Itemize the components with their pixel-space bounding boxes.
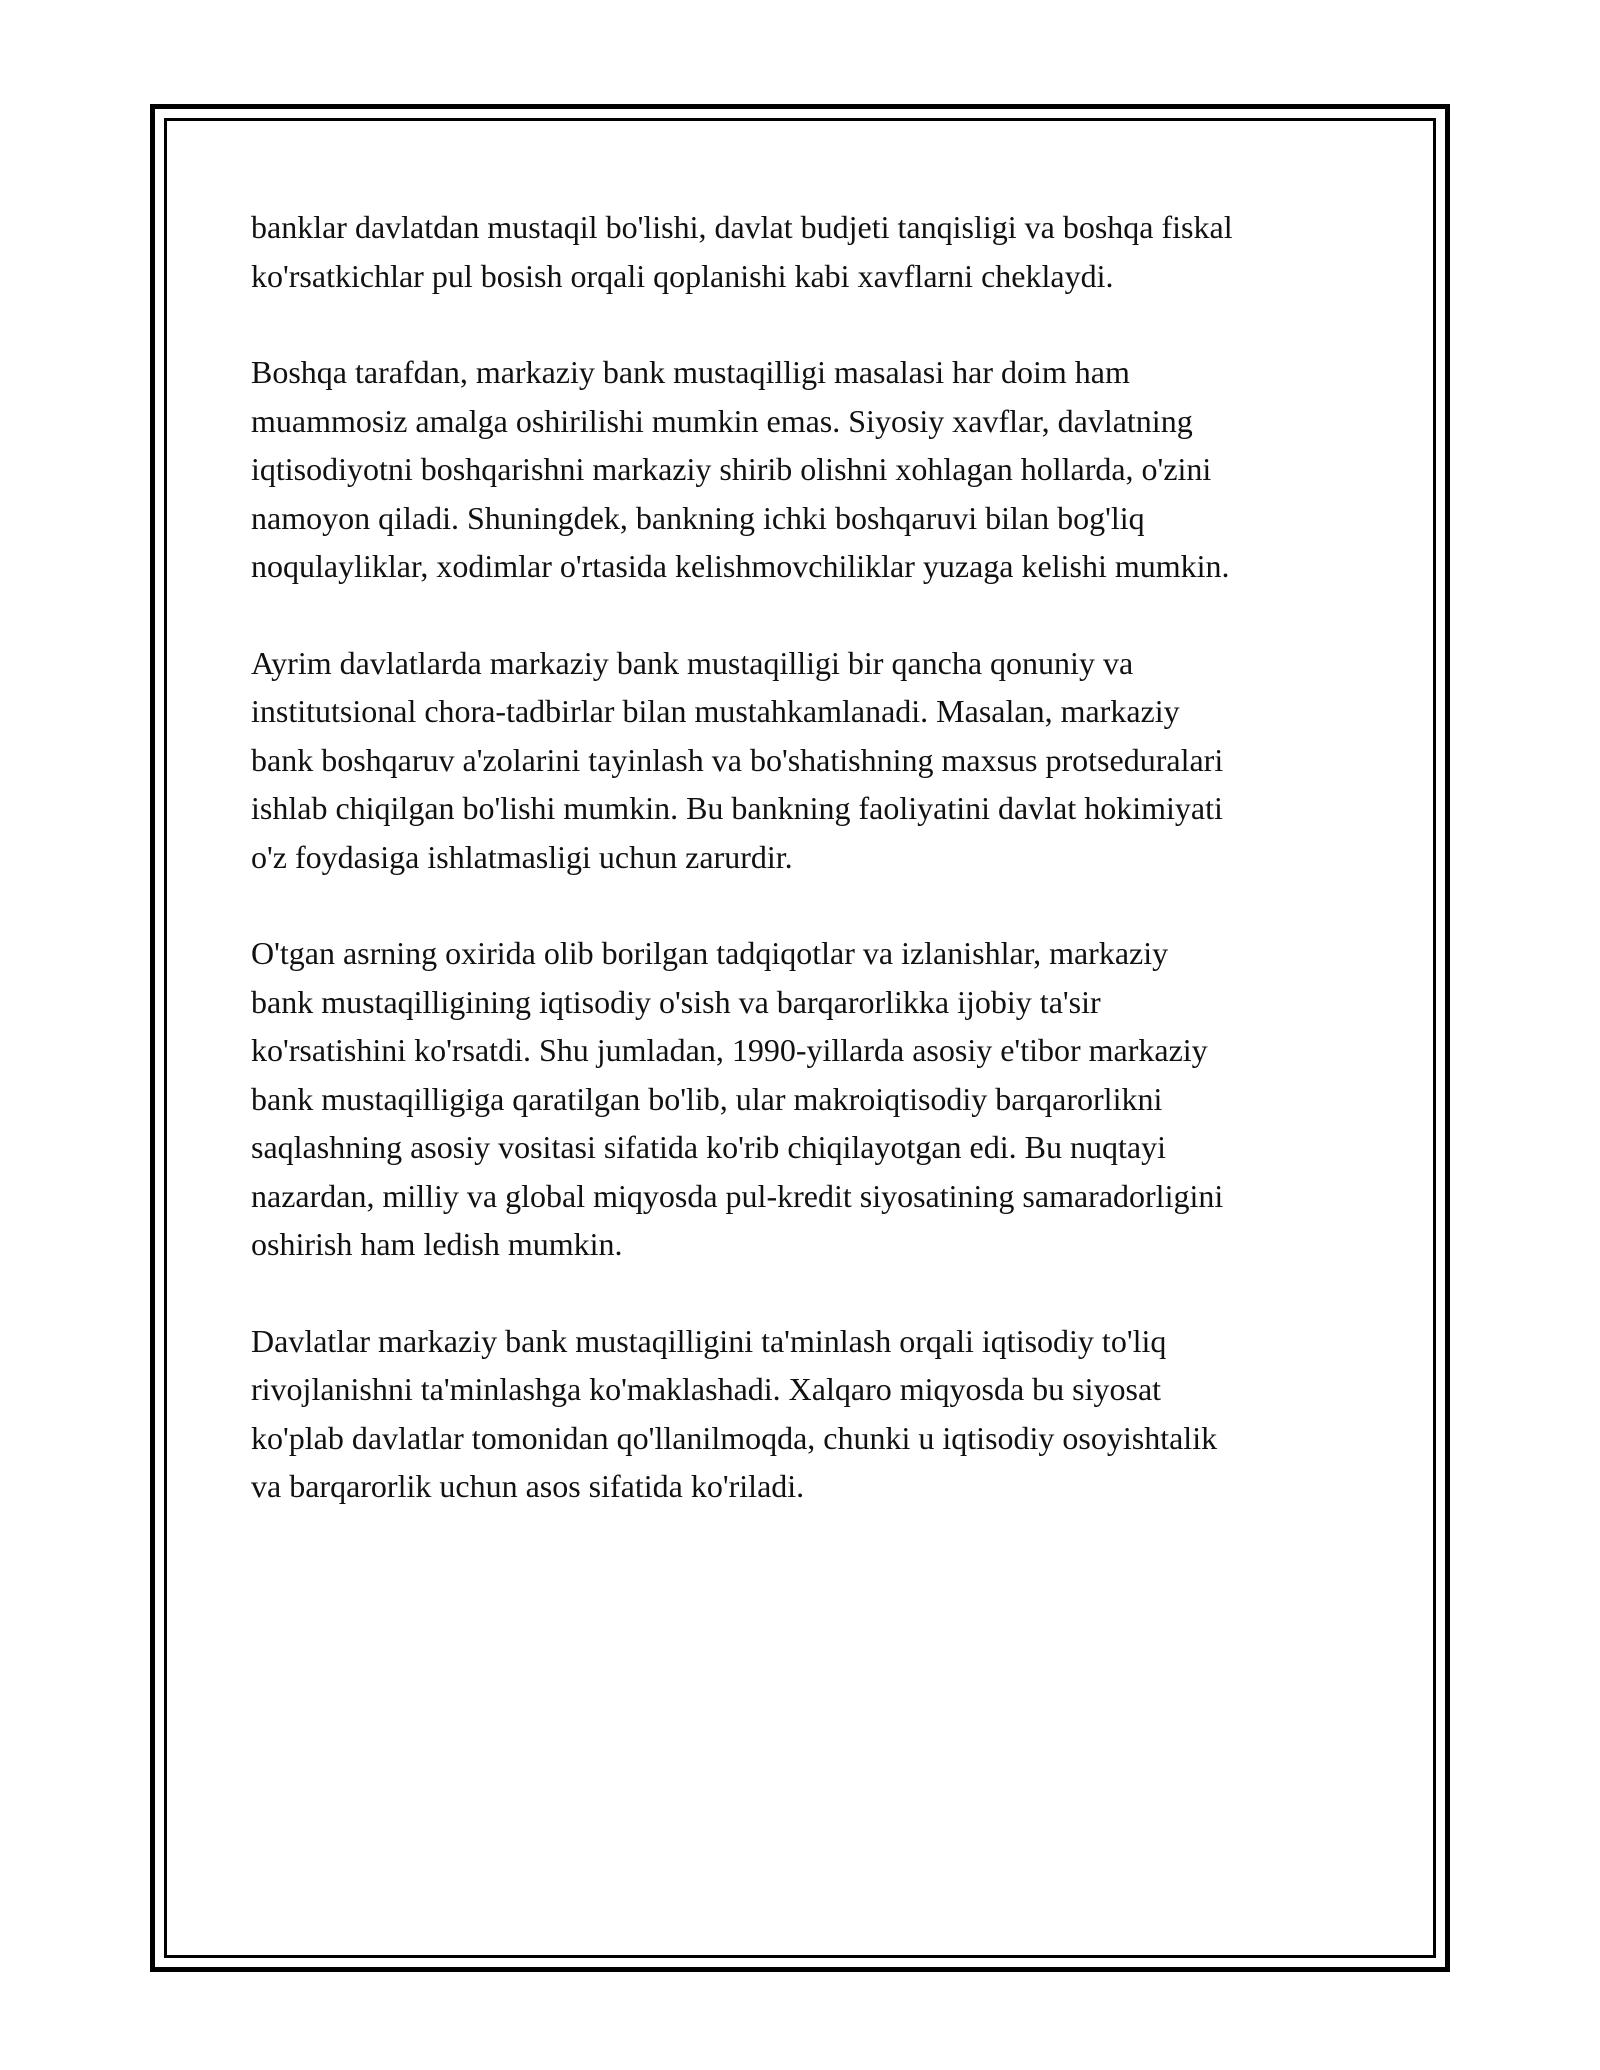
- text-line: ishlab chiqilgan bo'lishi mumkin. Bu bankning faoliyatini davlat hokimiyati: [251, 790, 1223, 826]
- text-line: ko'rsatishini ko'rsatdi. Shu jumladan, 1990-yillarda asosiy e'tibor markaziy: [251, 1032, 1208, 1068]
- text-line: ko'plab davlatlar tomonidan qo'llanilmoqda, chunki u iqtisodiy osoyishtalik: [251, 1419, 1218, 1456]
- text-line: iqtisodiyotni boshqarishni markaziy shirib olishni xohlagan hollarda, o'zini: [251, 451, 1212, 487]
- text-line: bank mustaqilligining iqtisodiy o'sish va barqarorlikka ijobiy ta'sir: [251, 983, 1101, 1020]
- text-line: saqlashning asosiy vositasi sifatida ko'rib chiqilayotgan edi. Bu nuqtayi: [251, 1129, 1166, 1165]
- text-line: bank mustaqilligiga qaratilgan bo'lib, ular makroiqtisodiy barqarorlikni: [251, 1080, 1163, 1117]
- paragraph-3: [251, 639, 1391, 882]
- text-line: noqulayliklar, xodimlar o'rtasida kelishmovchiliklar yuzaga kelishi mumkin.: [251, 548, 1230, 584]
- text-line: va barqarorlik uchun asos sifatida ko'riladi.: [251, 1468, 805, 1504]
- text-line: bank boshqaruv a'zolarini tayinlash va bo'shatishning maxsus protseduralari: [251, 741, 1224, 778]
- text-line: oshirish ham ledish mumkin.: [251, 1226, 623, 1262]
- text-line: o'z foydasiga ishlatmasligi uchun zarurdir.: [251, 838, 793, 875]
- paragraph-1: [251, 203, 1391, 300]
- text-line: muammosiz amalga oshirilishi mumkin emas. Siyosiy xavflar, davlatning: [251, 402, 1193, 439]
- text-line: Davlatlar markaziy bank mustaqilligini ta'minlash orqali iqtisodiy to'liq: [251, 1322, 1167, 1359]
- text-line: nazardan, milliy va global miqyosda pul-kredit siyosatining samaradorligini: [251, 1177, 1224, 1214]
- paragraph-4: [251, 929, 1391, 1269]
- paragraph-5: [251, 1317, 1391, 1511]
- text-line: O'tgan asrning oxirida olib borilgan tadqiqotlar va izlanishlar, markaziy: [251, 935, 1169, 971]
- text-line: Boshqa tarafdan, markaziy bank mustaqilligi masalasi har doim ham: [251, 354, 1130, 390]
- paragraph-2: [251, 348, 1391, 591]
- document-body: [251, 203, 1391, 1559]
- page-border-outer: [150, 104, 1450, 1972]
- text-line: rivojlanishni ta'minlashga ko'maklashadi. Xalqaro miqyosda bu siyosat: [251, 1371, 1162, 1407]
- text-line: institutsional chora-tadbirlar bilan mustahkamlanadi. Masalan, markaziy: [251, 693, 1180, 729]
- text-line: banklar davlatdan mustaqil bo'lishi, davlat budjeti tanqisligi va boshqa fiskal: [251, 209, 1233, 245]
- text-line: Ayrim davlatlarda markaziy bank mustaqilligi bir qancha qonuniy va: [251, 644, 1134, 681]
- text-line: ko'rsatkichlar pul bosish orqali qoplanishi kabi xavflarni cheklaydi.: [251, 257, 1114, 294]
- page-border-inner: [164, 118, 1436, 1958]
- text-line: namoyon qiladi. Shuningdek, bankning ichki boshqaruvi bilan bog'liq: [251, 499, 1145, 536]
